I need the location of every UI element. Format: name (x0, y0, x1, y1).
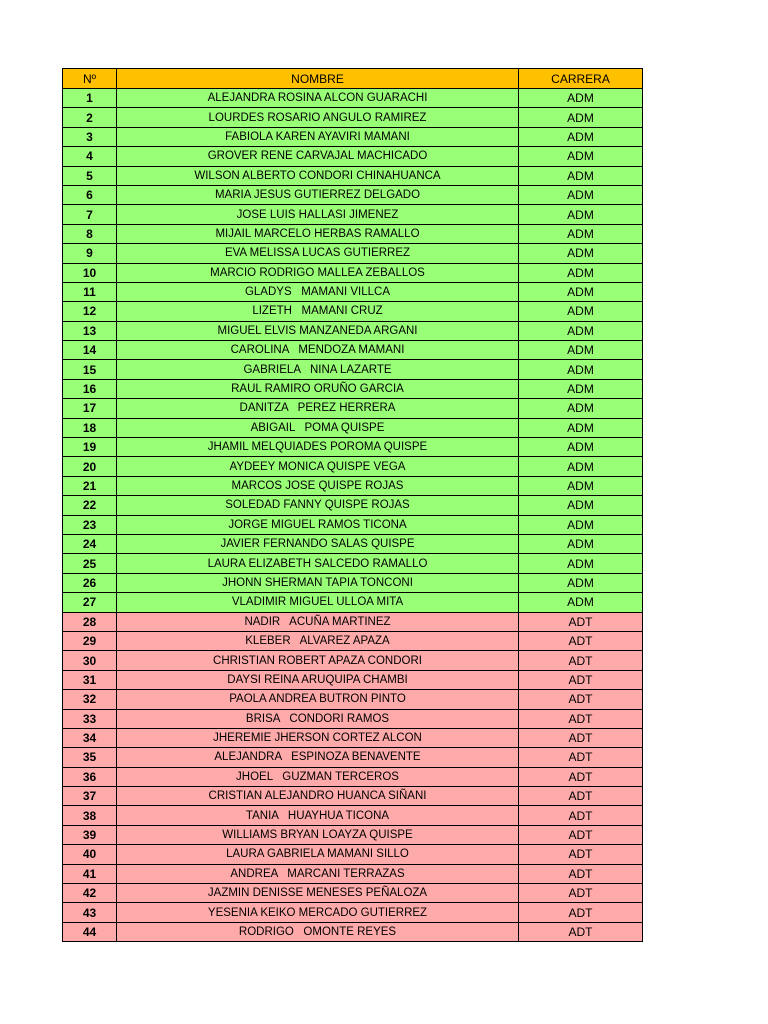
table-row (63, 709, 643, 728)
student-name: DAYSI REINA ARUQUIPA CHAMBI (117, 670, 519, 689)
student-name: CAROLINA MENDOZA MAMANI (117, 341, 519, 360)
career-code: ADM (519, 379, 643, 398)
table-row (63, 903, 643, 922)
row-number: 15 (63, 360, 117, 379)
row-number: 12 (63, 302, 117, 321)
student-name: ALEJANDRA ESPINOZA BENAVENTE (117, 748, 519, 767)
row-number: 32 (63, 690, 117, 709)
table-header (63, 69, 643, 89)
table-row (63, 147, 643, 166)
career-code: ADT (519, 690, 643, 709)
career-code: ADM (519, 89, 643, 108)
career-code: ADM (519, 573, 643, 592)
row-number: 38 (63, 806, 117, 825)
career-code: ADM (519, 185, 643, 204)
table-row (63, 321, 643, 340)
row-number: 43 (63, 903, 117, 922)
career-code: ADT (519, 767, 643, 786)
student-name: LAURA GABRIELA MAMANI SILLO (117, 845, 519, 864)
career-code: ADM (519, 438, 643, 457)
row-number: 3 (63, 127, 117, 146)
table-row (63, 418, 643, 437)
table-row (63, 205, 643, 224)
table-row (63, 922, 643, 941)
table-row (63, 244, 643, 263)
header-row (63, 69, 643, 89)
student-name: JORGE MIGUEL RAMOS TICONA (117, 515, 519, 534)
row-number: 39 (63, 825, 117, 844)
table-row (63, 282, 643, 301)
career-code: ADM (519, 554, 643, 573)
career-code: ADM (519, 147, 643, 166)
student-name: ALEJANDRA ROSINA ALCON GUARACHI (117, 89, 519, 108)
row-number: 20 (63, 457, 117, 476)
student-name: JOSE LUIS HALLASI JIMENEZ (117, 205, 519, 224)
career-code: ADM (519, 496, 643, 515)
table-row (63, 728, 643, 747)
table-row (63, 825, 643, 844)
student-name: JAVIER FERNANDO SALAS QUISPE (117, 534, 519, 553)
career-code: ADM (519, 263, 643, 282)
row-number: 11 (63, 282, 117, 301)
student-name: MARIA JESUS GUTIERREZ DELGADO (117, 185, 519, 204)
table-row (63, 554, 643, 573)
table-row (63, 806, 643, 825)
row-number: 1 (63, 89, 117, 108)
career-code: ADM (519, 360, 643, 379)
row-number: 29 (63, 631, 117, 650)
career-code: ADT (519, 845, 643, 864)
student-name: PAOLA ANDREA BUTRON PINTO (117, 690, 519, 709)
table-row (63, 670, 643, 689)
student-name: JAZMIN DENISSE MENESES PEÑALOZA (117, 884, 519, 903)
student-name: JHAMIL MELQUIADES POROMA QUISPE (117, 438, 519, 457)
career-code: ADT (519, 748, 643, 767)
table-row (63, 263, 643, 282)
career-code: ADT (519, 670, 643, 689)
row-number: 21 (63, 476, 117, 495)
student-name: SOLEDAD FANNY QUISPE ROJAS (117, 496, 519, 515)
student-name: FABIOLA KAREN AYAVIRI MAMANI (117, 127, 519, 146)
table-row (63, 360, 643, 379)
career-code: ADM (519, 224, 643, 243)
career-code: ADM (519, 457, 643, 476)
row-number: 24 (63, 534, 117, 553)
career-code: ADM (519, 593, 643, 612)
row-number: 23 (63, 515, 117, 534)
career-code: ADM (519, 127, 643, 146)
row-number: 2 (63, 108, 117, 127)
row-number: 33 (63, 709, 117, 728)
header-number: Nº (63, 69, 117, 89)
student-name: ANDREA MARCANI TERRAZAS (117, 864, 519, 883)
career-code: ADT (519, 825, 643, 844)
career-code: ADT (519, 864, 643, 883)
table-row (63, 476, 643, 495)
student-name: LAURA ELIZABETH SALCEDO RAMALLO (117, 554, 519, 573)
row-number: 19 (63, 438, 117, 457)
row-number: 37 (63, 787, 117, 806)
student-name: GROVER RENE CARVAJAL MACHICADO (117, 147, 519, 166)
row-number: 8 (63, 224, 117, 243)
career-code: ADT (519, 884, 643, 903)
row-number: 27 (63, 593, 117, 612)
career-code: ADT (519, 787, 643, 806)
student-name: WILLIAMS BRYAN LOAYZA QUISPE (117, 825, 519, 844)
student-name: NADIR ACUÑA MARTINEZ (117, 612, 519, 631)
table-row (63, 651, 643, 670)
table-row (63, 593, 643, 612)
student-name: LOURDES ROSARIO ANGULO RAMIREZ (117, 108, 519, 127)
table-row (63, 379, 643, 398)
row-number: 40 (63, 845, 117, 864)
table-row (63, 748, 643, 767)
table-row (63, 864, 643, 883)
row-number: 42 (63, 884, 117, 903)
table-row (63, 108, 643, 127)
table-row (63, 127, 643, 146)
table-row (63, 612, 643, 631)
career-code: ADM (519, 282, 643, 301)
header-career: CARRERA (519, 69, 643, 89)
row-number: 28 (63, 612, 117, 631)
row-number: 17 (63, 399, 117, 418)
career-code: ADM (519, 399, 643, 418)
career-code: ADM (519, 166, 643, 185)
student-name: MARCOS JOSE QUISPE ROJAS (117, 476, 519, 495)
career-code: ADM (519, 108, 643, 127)
student-name: VLADIMIR MIGUEL ULLOA MITA (117, 593, 519, 612)
student-name: EVA MELISSA LUCAS GUTIERREZ (117, 244, 519, 263)
career-code: ADM (519, 302, 643, 321)
table-row (63, 690, 643, 709)
row-number: 34 (63, 728, 117, 747)
table-row (63, 399, 643, 418)
student-name: MIJAIL MARCELO HERBAS RAMALLO (117, 224, 519, 243)
student-name: JHOEL GUZMAN TERCEROS (117, 767, 519, 786)
student-name: CRISTIAN ALEJANDRO HUANCA SIÑANI (117, 787, 519, 806)
row-number: 18 (63, 418, 117, 437)
row-number: 16 (63, 379, 117, 398)
table-row (63, 438, 643, 457)
student-roster-table (62, 68, 643, 942)
career-code: ADT (519, 728, 643, 747)
student-name: GLADYS MAMANI VILLCA (117, 282, 519, 301)
student-name: MIGUEL ELVIS MANZANEDA ARGANI (117, 321, 519, 340)
table-row (63, 767, 643, 786)
row-number: 14 (63, 341, 117, 360)
student-name: JHEREMIE JHERSON CORTEZ ALCON (117, 728, 519, 747)
table-row (63, 534, 643, 553)
career-code: ADM (519, 476, 643, 495)
header-name: NOMBRE (117, 69, 519, 89)
row-number: 26 (63, 573, 117, 592)
table-row (63, 341, 643, 360)
career-code: ADT (519, 806, 643, 825)
career-code: ADT (519, 922, 643, 941)
row-number: 7 (63, 205, 117, 224)
table-body (63, 89, 643, 942)
student-name: RODRIGO OMONTE REYES (117, 922, 519, 941)
student-name: WILSON ALBERTO CONDORI CHINAHUANCA (117, 166, 519, 185)
row-number: 9 (63, 244, 117, 263)
career-code: ADM (519, 418, 643, 437)
student-name: JHONN SHERMAN TAPIA TONCONI (117, 573, 519, 592)
row-number: 4 (63, 147, 117, 166)
row-number: 13 (63, 321, 117, 340)
table-row (63, 302, 643, 321)
table-row (63, 884, 643, 903)
student-name: MARCIO RODRIGO MALLEA ZEBALLOS (117, 263, 519, 282)
student-name: YESENIA KEIKO MERCADO GUTIERREZ (117, 903, 519, 922)
table-row (63, 515, 643, 534)
row-number: 44 (63, 922, 117, 941)
career-code: ADM (519, 534, 643, 553)
table-row (63, 845, 643, 864)
table-row (63, 631, 643, 650)
row-number: 35 (63, 748, 117, 767)
student-name: TANIA HUAYHUA TICONA (117, 806, 519, 825)
career-code: ADT (519, 612, 643, 631)
career-code: ADM (519, 321, 643, 340)
student-name: ABIGAIL POMA QUISPE (117, 418, 519, 437)
table-row (63, 224, 643, 243)
row-number: 10 (63, 263, 117, 282)
table-row (63, 166, 643, 185)
career-code: ADM (519, 515, 643, 534)
row-number: 5 (63, 166, 117, 185)
table-row (63, 457, 643, 476)
table-row (63, 89, 643, 108)
student-name: BRISA CONDORI RAMOS (117, 709, 519, 728)
student-name: LIZETH MAMANI CRUZ (117, 302, 519, 321)
career-code: ADM (519, 244, 643, 263)
row-number: 31 (63, 670, 117, 689)
student-name: GABRIELA NINA LAZARTE (117, 360, 519, 379)
row-number: 22 (63, 496, 117, 515)
career-code: ADT (519, 651, 643, 670)
table-row (63, 496, 643, 515)
row-number: 41 (63, 864, 117, 883)
student-name: CHRISTIAN ROBERT APAZA CONDORI (117, 651, 519, 670)
student-name: AYDEEY MONICA QUISPE VEGA (117, 457, 519, 476)
row-number: 6 (63, 185, 117, 204)
career-code: ADT (519, 709, 643, 728)
student-name: KLEBER ALVAREZ APAZA (117, 631, 519, 650)
student-name: RAUL RAMIRO ORUÑO GARCIA (117, 379, 519, 398)
career-code: ADT (519, 631, 643, 650)
student-name: DANITZA PEREZ HERRERA (117, 399, 519, 418)
row-number: 36 (63, 767, 117, 786)
career-code: ADM (519, 205, 643, 224)
table-row (63, 787, 643, 806)
row-number: 30 (63, 651, 117, 670)
career-code: ADT (519, 903, 643, 922)
table-row (63, 185, 643, 204)
career-code: ADM (519, 341, 643, 360)
row-number: 25 (63, 554, 117, 573)
table-row (63, 573, 643, 592)
